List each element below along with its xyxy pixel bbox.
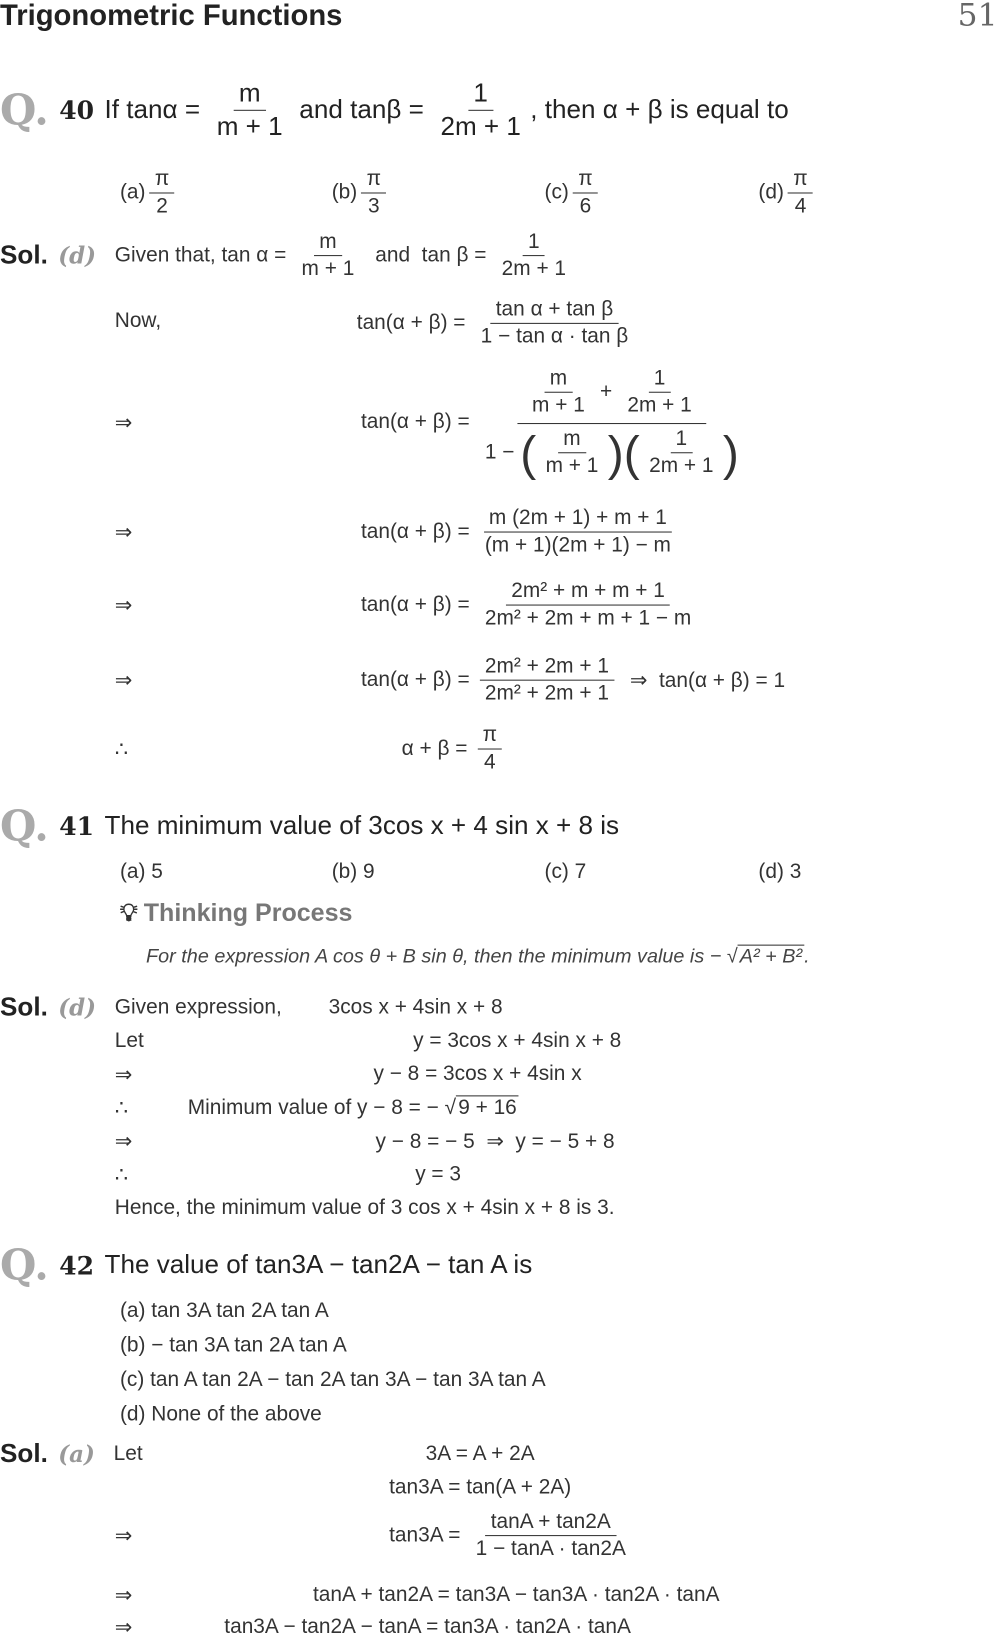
denominator: 2m + 1 [649, 454, 714, 478]
option-c: (c) 7 [544, 860, 587, 884]
sol-text: Let [113, 1442, 143, 1466]
thinking-process-heading [120, 899, 353, 928]
denominator: 3 [368, 194, 380, 218]
solution-41-line-1 [0, 993, 282, 1023]
option-label: (d) [758, 180, 784, 204]
question-40 [0, 77, 789, 143]
denominator: 2m² + 2m + 1 [484, 681, 609, 705]
heading-text: Thinking Process [143, 899, 353, 928]
equation [389, 1509, 635, 1562]
paren: ) [607, 425, 624, 480]
question-42 [0, 1241, 532, 1290]
numerator: 1 [670, 426, 692, 453]
option-c: (c) tan A tan 2A − tan 2A tan 3A − tan 3A tan A [119, 1368, 546, 1392]
question-number: 42 [59, 1250, 95, 1281]
eq-result: ⇒ tan(α + β) = 1 [618, 669, 786, 693]
q-text: The value of tan3A − tan2A − tan A is [104, 1250, 533, 1280]
implies-symbol: ⇒ [114, 1524, 133, 1548]
period: . [804, 945, 810, 968]
therefore-symbol: ∴ [114, 738, 129, 762]
eq-lhs: tan(α + β) = [356, 311, 472, 335]
option-a: (a) 5 [119, 860, 163, 884]
option-label: (c) [544, 180, 569, 204]
numerator: tan α + tan β [491, 297, 619, 324]
denominator: 1 − tanA · tan2A [475, 1537, 626, 1561]
option-d: (d) 3 [758, 860, 802, 884]
eq-text: Minimum value of y − 8 = − [187, 1095, 445, 1119]
equation: tan3A = tan(A + 2A) [389, 1475, 572, 1499]
hint-body: For the expression A cos θ + B sin θ, then the minimum value is − [146, 945, 727, 968]
numerator: m [314, 229, 342, 256]
hint-text [146, 945, 810, 969]
q-marker: Q. [0, 86, 49, 136]
paren: ) [722, 425, 739, 480]
equation: y = 3 [415, 1162, 462, 1186]
numerator: m [545, 366, 573, 393]
plus: + [594, 380, 618, 404]
option-label: (b) [331, 180, 358, 204]
chapter-title: Trigonometric Functions [0, 0, 343, 32]
denominator: 2m + 1 [627, 393, 692, 417]
sol-text: Given that, tan α = [114, 243, 293, 267]
equation: y = 3cos x + 4sin x + 8 [413, 1029, 622, 1053]
therefore-symbol: ∴ [114, 1163, 129, 1187]
denominator: 2m + 1 [501, 257, 567, 281]
numerator: m [234, 77, 266, 111]
answer-key: (a) [58, 1440, 95, 1468]
denominator: (m + 1)(2m + 1) − m [484, 533, 671, 557]
equation [402, 722, 507, 775]
page-number: 51 [957, 0, 998, 34]
sol-text: Let [114, 1029, 144, 1053]
numerator: m (2m + 1) + m + 1 [484, 505, 672, 532]
option-a [120, 166, 179, 219]
sqrt-symbol: √ [444, 1095, 457, 1119]
radicand: 9 + 16 [456, 1095, 519, 1120]
numerator: π [150, 166, 175, 193]
eq-lhs: tan(α + β) = [360, 520, 476, 543]
denominator: 2m² + 2m + m + 1 − m [484, 606, 692, 630]
denominator: 6 [579, 194, 592, 218]
question-41 [0, 802, 619, 851]
implies-symbol: ⇒ [114, 1130, 133, 1154]
option-b: (b) 9 [331, 860, 375, 884]
q-text: If tanα = [104, 95, 208, 125]
numerator: π [477, 722, 502, 749]
conclusion: Hence, the minimum value of 3 cos x + 4sin x + 8 is 3. [114, 1196, 615, 1219]
equation: tanA + tan2A = tan3A − tan3A · tan2A · tanA [312, 1583, 720, 1607]
numerator: 1 [649, 366, 671, 393]
equation: tan3A − tan2A − tanA = tan3A · tan2A · tanA [224, 1615, 631, 1639]
equation [188, 1095, 519, 1120]
denominator: 1 − tan α · tan β [480, 324, 629, 348]
numerator: 2m² + 2m + 1 [480, 654, 615, 681]
option-label: (a) [119, 180, 146, 204]
denominator: 4 [794, 194, 807, 218]
q-marker: Q. [0, 801, 49, 851]
question-number: 40 [59, 95, 95, 126]
eq-lhs: α + β = [401, 737, 474, 760]
q-text: , then α + β is equal to [530, 95, 789, 125]
sol-text: Now, [114, 309, 162, 333]
fraction [211, 77, 287, 143]
eq-lhs: tan3A = [389, 1523, 467, 1547]
implies-symbol: ⇒ [114, 1584, 133, 1608]
implies-symbol: ⇒ [114, 669, 133, 693]
answer-key: (d) [58, 994, 97, 1022]
one-minus: 1 − [484, 440, 521, 464]
eq-lhs: tan(α + β) = [360, 593, 476, 617]
equation [361, 366, 748, 480]
option-d [758, 166, 817, 219]
fraction [435, 77, 526, 143]
therefore-symbol: ∴ [114, 1096, 129, 1120]
lightbulb-icon: 💡︎ [119, 899, 138, 928]
paren: ( [623, 425, 640, 480]
denominator: m + 1 [532, 393, 585, 417]
numerator: 1 [468, 77, 493, 111]
eq-lhs: tan(α + β) = [360, 668, 476, 692]
implies-symbol: ⇒ [114, 521, 133, 545]
denominator: m + 1 [545, 454, 599, 478]
numerator: tanA + tan2A [486, 1509, 617, 1536]
sol-text: Given expression, [114, 995, 282, 1019]
equation: y − 8 = 3cos x + 4sin x [373, 1062, 582, 1086]
implies-symbol: ⇒ [114, 1616, 133, 1640]
implies-symbol: ⇒ [114, 594, 133, 618]
answer-key: (d) [58, 242, 97, 270]
solution-40-line-1 [0, 229, 575, 282]
q-text: The minimum value of 3cos x + 4 sin x + 8 is [104, 811, 620, 841]
equation [361, 505, 680, 558]
numerator: π [361, 166, 386, 193]
numerator: 1 [523, 229, 545, 256]
q-text: and tanβ = [292, 95, 432, 125]
option-d: (d) None of the above [119, 1402, 322, 1426]
option-c [545, 166, 603, 219]
radicand: A² + B² [738, 945, 804, 969]
solution-42-line-1 [0, 1439, 143, 1469]
implies-symbol: ⇒ [114, 1063, 133, 1087]
sol-label: Sol. [0, 992, 48, 1022]
equation: 3A = A + 2A [425, 1442, 535, 1466]
denominator: 2 [156, 194, 168, 218]
sqrt-symbol: √ [726, 945, 738, 968]
equation [361, 578, 701, 631]
denominator: m + 1 [301, 257, 355, 281]
sol-label: Sol. [0, 240, 48, 270]
equation [357, 297, 638, 350]
numerator: 2m² + m + m + 1 [506, 578, 670, 605]
denominator: 2m + 1 [440, 112, 521, 142]
option-a: (a) tan 3A tan 2A tan A [119, 1299, 329, 1323]
denominator: 4 [484, 750, 496, 774]
question-number: 41 [59, 811, 95, 842]
denominator: m + 1 [216, 112, 283, 142]
equation: y − 8 = − 5 ⇒ y = − 5 + 8 [375, 1130, 615, 1154]
equation [361, 654, 785, 707]
q-marker: Q. [0, 1240, 49, 1290]
numerator: π [573, 166, 598, 193]
option-b [332, 166, 391, 219]
numerator: π [788, 166, 813, 193]
sol-label: Sol. [0, 1439, 48, 1469]
expression: 3cos x + 4sin x + 8 [328, 995, 503, 1019]
paren: ( [520, 425, 537, 480]
eq-lhs: tan(α + β) = [360, 410, 476, 434]
implies-symbol: ⇒ [114, 411, 133, 435]
numerator: m [558, 426, 586, 453]
sol-text: and tan β = [363, 243, 493, 267]
option-b: (b) − tan 3A tan 2A tan A [119, 1333, 347, 1357]
